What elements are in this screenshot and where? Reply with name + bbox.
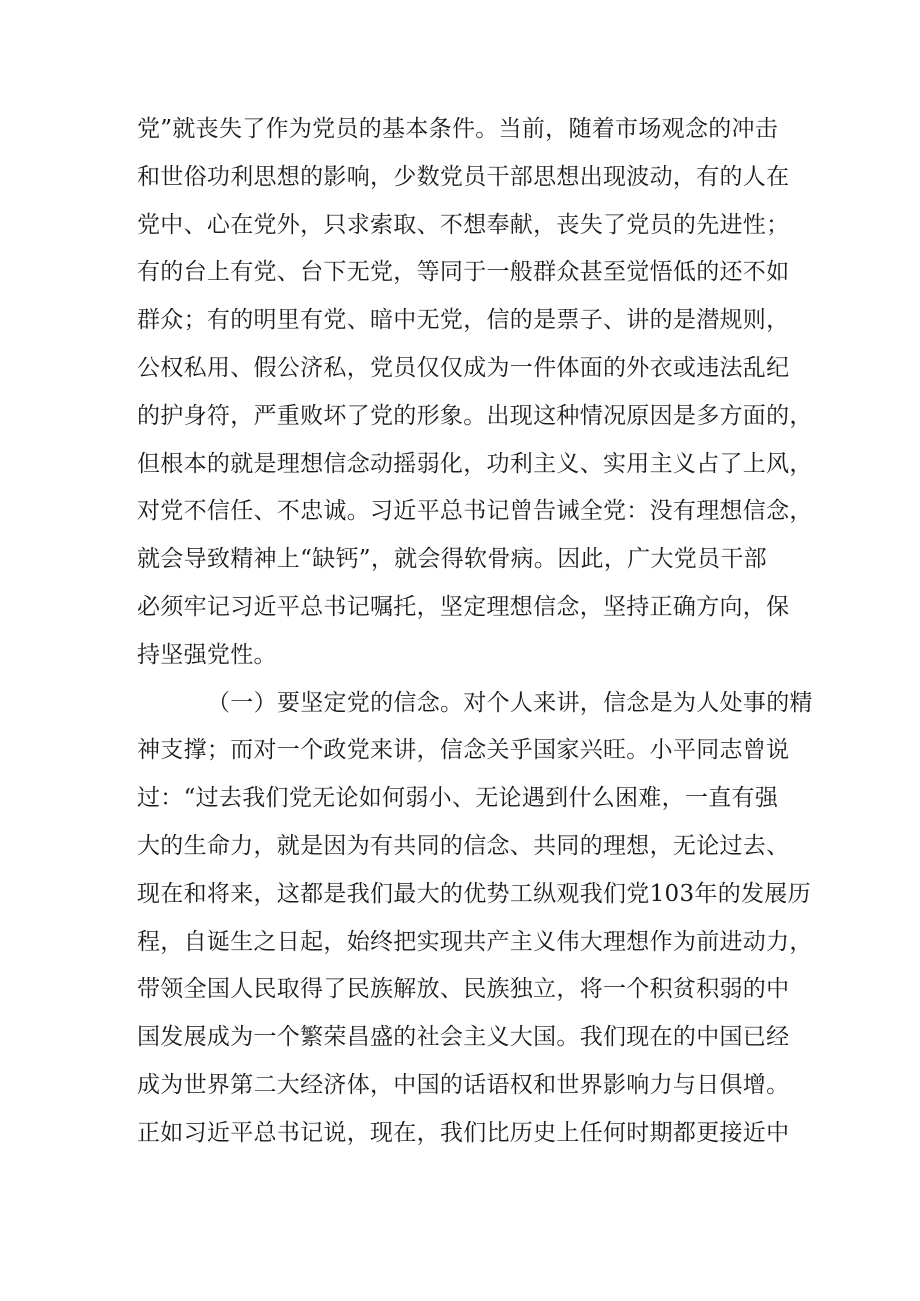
- paragraph-2: [137, 680, 813, 1158]
- text-line: 和世俗功利思想的影响，少数党员干部思想出现波动，有的人在: [137, 163, 790, 190]
- text-line: 大的生命力，就是因为有共同的信念、共同的理想，无论过去、: [137, 832, 790, 859]
- text-line: 过：“过去我们党无论如何弱小、无论遇到什么困难，一直有强: [137, 785, 779, 812]
- text-line: 党”就丧失了作为党员的基本条件。当前，随着市场观念的冲击: [137, 116, 779, 142]
- text-line: 群众；有的明里有党、暗中无党，信的是票子、讲的是潜规则，: [137, 307, 790, 334]
- text-line: （一）要坚定党的信念。对个人来讲，信念是为人处事的精: [207, 689, 813, 716]
- text-line: 的护身符，严重败坏了党的形象。出现这种情况原因是多方面的，: [137, 402, 813, 429]
- text-line: 国发展成为一个繁荣昌盛的社会主义大国。我们现在的中国已经: [137, 1024, 790, 1051]
- text-line: 正如习近平总书记说，现在，我们比历史上任何时期都更接近中: [137, 1119, 790, 1146]
- text-line: 公权私用、假公济私，党员仅仅成为一件体面的外衣或违法乱纪: [137, 354, 790, 381]
- text-line: 但根本的就是理想信念动摇弱化，功利主义、实用主义占了上风，: [137, 450, 813, 477]
- text-line: 持坚强党性。: [137, 641, 277, 668]
- text-line: 程，自诞生之日起，始终把实现共产主义伟大理想作为前进动力，: [137, 928, 813, 955]
- text-line: 党中、心在党外，只求索取、不想奉献，丧失了党员的先进性；: [137, 211, 790, 238]
- text-line: 对党不信任、不忠诚。习近平总书记曾告诫全党：没有理想信念，: [137, 498, 813, 525]
- text-line: 有的台上有党、台下无党，等同于一般群众甚至觉悟低的还不如: [137, 259, 790, 286]
- text-line: 就会导致精神上“缺钙”，就会得软骨病。因此，广大党员干部: [137, 546, 767, 573]
- text-line: 现在和将来，这都是我们最大的优势工纵观我们党103年的发展历: [137, 880, 811, 907]
- paragraph-1: [137, 106, 813, 680]
- document-body: [137, 106, 813, 1158]
- text-line: 带领全国人民取得了民族解放、民族独立，将一个积贫积弱的中: [137, 976, 790, 1003]
- text-line: 成为世界第二大经济体，中国的话语权和世界影响力与日俱增。: [137, 1071, 790, 1098]
- text-line: 必须牢记习近平总书记嘱托，坚定理想信念，坚持正确方向，保: [137, 593, 790, 620]
- text-line: 神支撑；而对一个政党来讲，信念关乎国家兴旺。小平同志曾说: [137, 737, 790, 764]
